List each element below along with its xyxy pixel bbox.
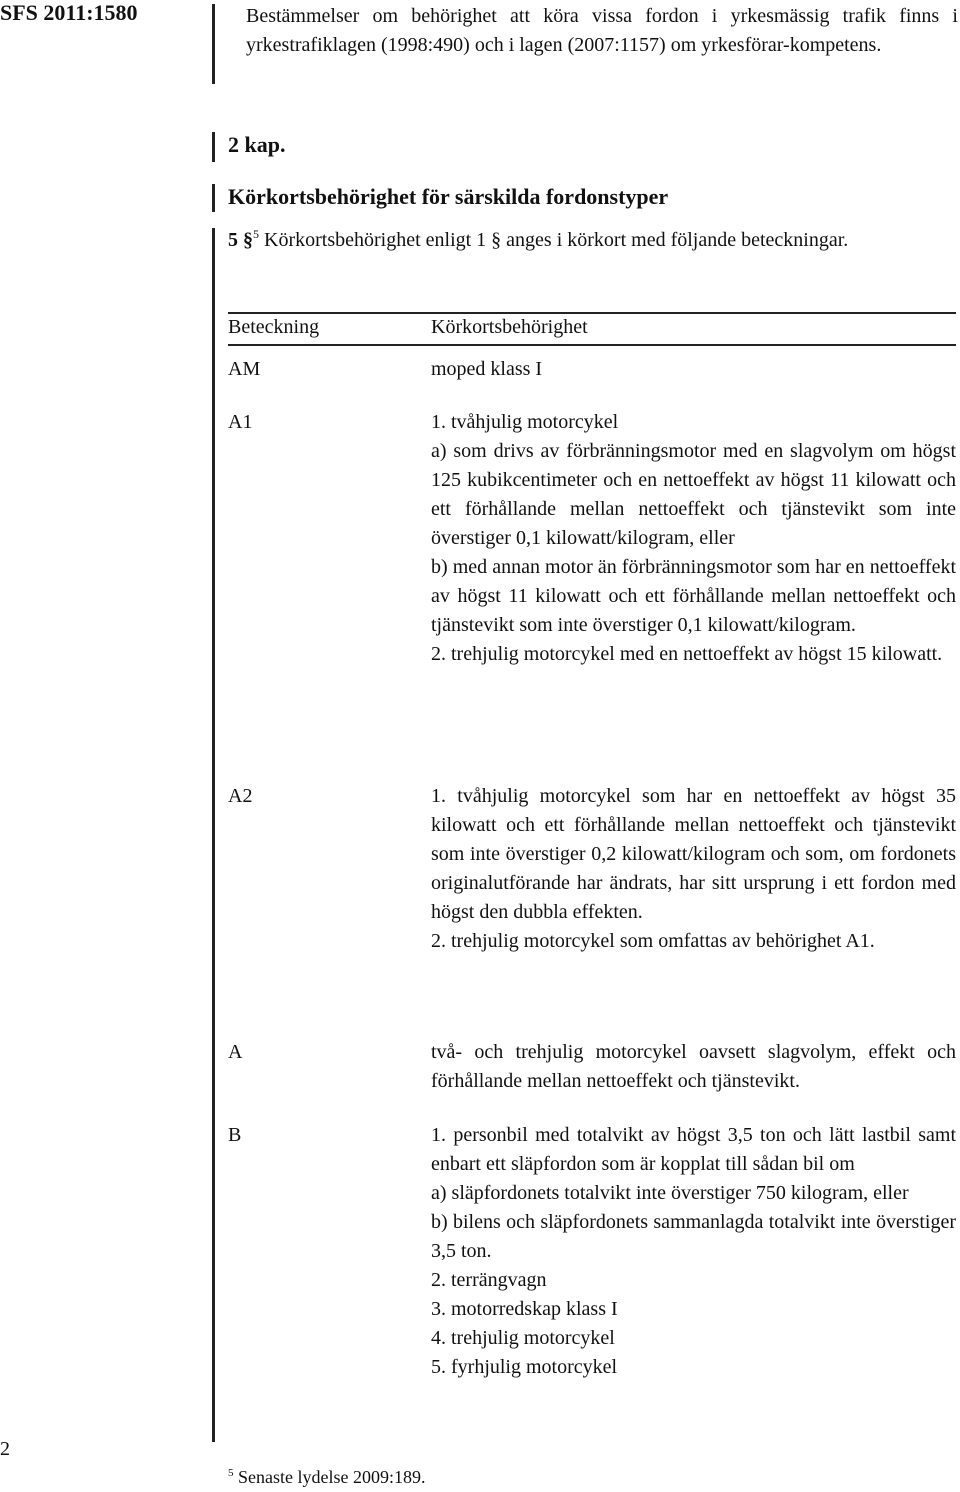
row-desc-a (431, 1038, 956, 1096)
paragraph-number: 5 § (228, 229, 253, 251)
footnote-text: Senaste lydelse 2009:189. (238, 1467, 426, 1487)
row-line: 4. trehjulig motorcykel (431, 1327, 615, 1349)
sfs-number: SFS 2011:1580 (0, 0, 138, 25)
paragraph-text: Körkortsbehörighet enligt 1 § anges i körkort med följande beteckningar. (264, 229, 849, 251)
change-bar-table (212, 228, 215, 1442)
row-code-am: AM (228, 358, 261, 380)
row-line: a) som drivs av förbränningsmotor med en slagvolym om högst 125 kubikcentimeter och en nettoeffekt av högst 11 kilowatt och ett förhållande mellan nettoeffekt och tjänstevikt som inte överstiger 0,1 kilowatt/kilogram, eller (431, 440, 956, 549)
row-line: 1. tvåhjulig motorcykel (431, 411, 619, 433)
change-bar-intro (212, 4, 215, 84)
table-header-rule (228, 344, 956, 346)
row-line: b) med annan motor än förbränningsmotor som har en nettoeffekt av högst 11 kilowatt och ett förhållande mellan nettoeffekt och tjänstevikt som inte överstiger 0,1 kilowatt/kilogram. (431, 556, 956, 636)
intro-paragraph: Bestämmelser om behörighet att köra vissa fordon i yrkesmässig trafik finns i yrkestrafiklagen (1998:490) och i lagen (2007:1157) om yrkesförar-kompetens. (246, 5, 958, 56)
row-code-b: B (228, 1124, 242, 1146)
row-line: två- och trehjulig motorcykel oavsett slagvolym, effekt och förhållande mellan nettoeffekt och tjänstevikt. (431, 1041, 956, 1092)
row-line: 1. personbil med totalvikt av högst 3,5 ton och lätt lastbil samt enbart ett släpfordon som är kopplat till sådan bil om (431, 1124, 956, 1175)
row-desc-a2 (431, 782, 956, 956)
row-code-a1: A1 (228, 411, 253, 433)
footnote (228, 1464, 425, 1490)
section-heading: Körkortsbehörighet för särskilda fordonstyper (228, 184, 669, 209)
row-line: 1. tvåhjulig motorcykel som har en nettoeffekt av högst 35 kilowatt och ett förhållande mellan nettoeffekt och tjänstevikt som inte överstiger 0,2 kilowatt/kilogram och som, om fordonets originalutförande har ändrats, har sitt ursprung i ett fordon med högst den dubbla effekten. (431, 785, 956, 923)
row-desc-a1 (431, 408, 956, 669)
paragraph-5 (228, 226, 956, 255)
chapter-label: 2 kap. (228, 132, 286, 157)
change-bar-chapter (212, 132, 215, 162)
row-line: 3. motorredskap klass I (431, 1298, 618, 1320)
row-desc-b (431, 1121, 956, 1382)
page-number: 2 (0, 1438, 10, 1460)
row-line: 5. fyrhjulig motorcykel (431, 1356, 618, 1378)
row-line: 2. trehjulig motorcykel med en nettoeffekt av högst 15 kilowatt. (431, 643, 943, 665)
row-line: 2. trehjulig motorcykel som omfattas av behörighet A1. (431, 930, 875, 952)
row-desc-am (431, 355, 956, 384)
row-line: moped klass I (431, 358, 543, 380)
footnote-ref: 5 (253, 227, 259, 241)
footnote-number: 5 (228, 1467, 234, 1479)
row-line: 2. terrängvagn (431, 1269, 547, 1291)
row-line: a) släpfordonets totalvikt inte överstiger 750 kilogram, eller (431, 1182, 909, 1204)
row-code-a: A (228, 1041, 243, 1063)
table-header-entitlement: Körkortsbehörighet (431, 316, 588, 338)
row-code-a2: A2 (228, 785, 253, 807)
row-line: b) bilens och släpfordonets sammanlagda totalvikt inte överstiger 3,5 ton. (431, 1211, 956, 1262)
change-bar-heading (212, 184, 215, 212)
table-header-code: Beteckning (228, 316, 320, 338)
